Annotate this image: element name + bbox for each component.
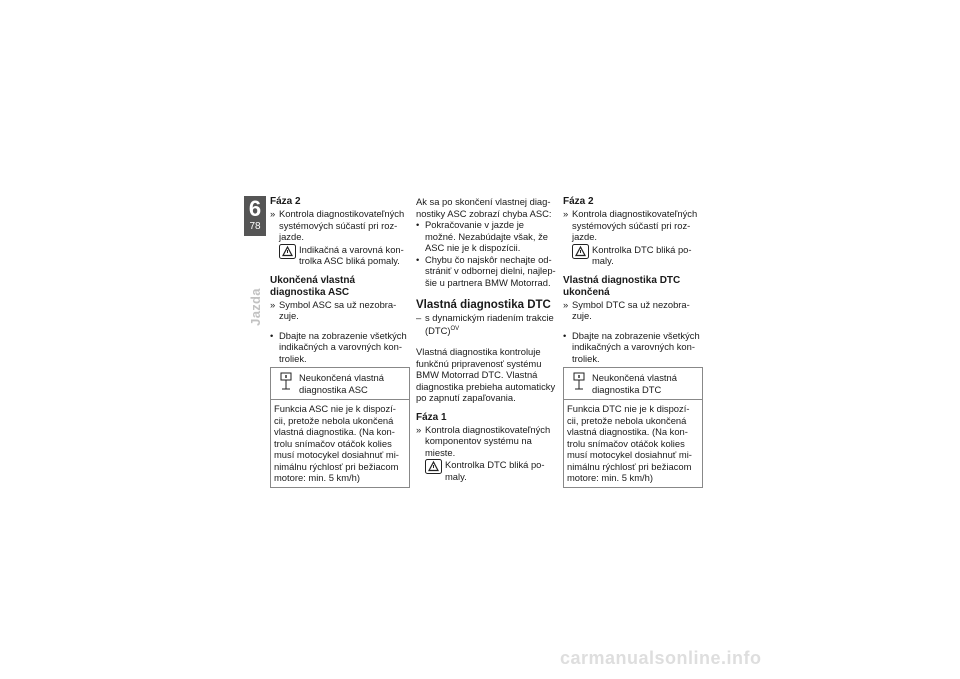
step-item: [416, 424, 556, 459]
bullet-marker: •: [416, 219, 420, 230]
bullet-item: [270, 330, 410, 365]
indicator-row: [416, 459, 556, 482]
warning-sign-icon: [572, 372, 592, 395]
dash-text: s dynamickým riadením trakcie (DTC): [425, 312, 554, 336]
chapter-tab: [244, 196, 266, 236]
step-text: Symbol ASC sa už nezobra-zuje.: [279, 298, 397, 321]
bullet-item: [416, 219, 556, 254]
bullet-marker: •: [270, 329, 274, 341]
warning-box-title: Neukončená vlastná diagnostika ASC: [299, 372, 384, 395]
warning-box-text: Funkcia ASC nie je k dispozí-cii, pretože nebola ukončená vlastná diagnostika. (Na kon-trolu snímačov otáčok kolies musí motocykel dosiahnuť mi-nimálnu rýchlosť pri bežiacom motore: min. 5 km/h): [271, 399, 409, 487]
dash-marker: –: [416, 312, 422, 323]
column-3: [563, 196, 703, 488]
indicator-text: Kontrolka DTC bliká po-maly.: [592, 243, 692, 266]
step-item: [563, 299, 703, 322]
step-marker: »: [270, 208, 276, 219]
warning-box-text: Funkcia DTC nie je k dispozí-cii, pretože nebola ukončená vlastná diagnostika. (Na kon-trolu snímačov otáčok kolies musí motocykel dosiahnuť mi-nimálnu rýchlosť pri bežiacom motore: min. 5 km/h): [564, 399, 702, 487]
bullet-text: Dbajte na zobrazenie všetkých indikačných a varovných kon-troliek.: [279, 329, 407, 364]
warning-box-header: [271, 368, 409, 399]
chapter-title: Jazda: [248, 288, 263, 326]
step-item: [270, 299, 410, 322]
paragraph: Ak sa po skončení vlastnej diag-nostiky ASC zobrazí chyba ASC:: [416, 196, 552, 219]
dtc-warning-icon: [572, 244, 592, 262]
step-item: [270, 208, 410, 243]
step-text: Kontrola diagnostikovateľných komponentov systému na mieste.: [425, 423, 551, 458]
step-marker: »: [563, 208, 569, 219]
dash-item: [416, 312, 556, 336]
bullet-text: Dbajte na zobrazenie všetkých indikačných a varovných kon-troliek.: [572, 329, 700, 364]
heading-dtc-diagnostics: Vlastná diagnostika DTC: [416, 299, 551, 311]
warning-box-title: Neukončená vlastná diagnostika DTC: [592, 372, 677, 395]
bullet-marker: •: [416, 253, 420, 265]
indicator-row: [270, 244, 410, 267]
bullet-marker: •: [563, 329, 567, 341]
step-marker: »: [270, 298, 276, 310]
bullet-item: [563, 330, 703, 365]
column-1: [270, 196, 410, 488]
bullet-text: Chybu čo najskôr nechajte od-strániť v odbornej dielni, najlep-šie u partnera BMW Motorrad.: [425, 253, 556, 288]
chapter-number: 6: [248, 196, 262, 221]
page-number: 78: [249, 221, 261, 232]
heading-diagnostics-complete: Ukončená vlastná diagnostika ASC: [270, 274, 356, 298]
warning-box: [270, 367, 410, 488]
heading-phase-2: Fáza 2: [563, 196, 594, 207]
bullet-text: Pokračovanie v jazde je možné. Nezabúdajte však, že ASC nie je k dispozícii.: [425, 219, 548, 253]
indicator-text: Indikačná a varovná kon-trolka ASC bliká pomaly.: [299, 243, 404, 266]
step-marker: »: [416, 423, 422, 435]
step-marker: »: [563, 298, 569, 310]
asc-warning-icon: [279, 244, 299, 262]
indicator-text: Kontrolka DTC bliká po-maly.: [445, 459, 545, 482]
watermark: carmanualsonline.info: [560, 648, 762, 668]
dtc-warning-icon: [425, 459, 445, 477]
step-text: Kontrola diagnostikovateľných systémových súčastí pri roz-jazde.: [572, 208, 698, 242]
bullet-item: [416, 254, 556, 289]
warning-box-header: [564, 368, 702, 399]
option-superscript: OV: [450, 325, 460, 332]
warning-box: [563, 367, 703, 488]
warning-sign-icon: [279, 372, 299, 395]
step-item: [563, 208, 703, 243]
heading-diagnostics-complete: Vlastná diagnostika DTC ukončená: [563, 274, 681, 298]
step-text: Kontrola diagnostikovateľných systémových súčastí pri roz-jazde.: [279, 208, 405, 242]
column-2: [416, 196, 556, 482]
step-text: Symbol DTC sa už nezobra-zuje.: [572, 298, 690, 321]
indicator-row: [563, 244, 703, 267]
paragraph: Vlastná diagnostika kontroluje funkčnú pripravenosť systému BMW Motorrad DTC. Vlastná diagnostika prebieha automaticky po zapnutí zapaľovania.: [416, 346, 556, 404]
heading-phase-1: Fáza 1: [416, 411, 447, 423]
heading-phase-2: Fáza 2: [270, 196, 301, 207]
